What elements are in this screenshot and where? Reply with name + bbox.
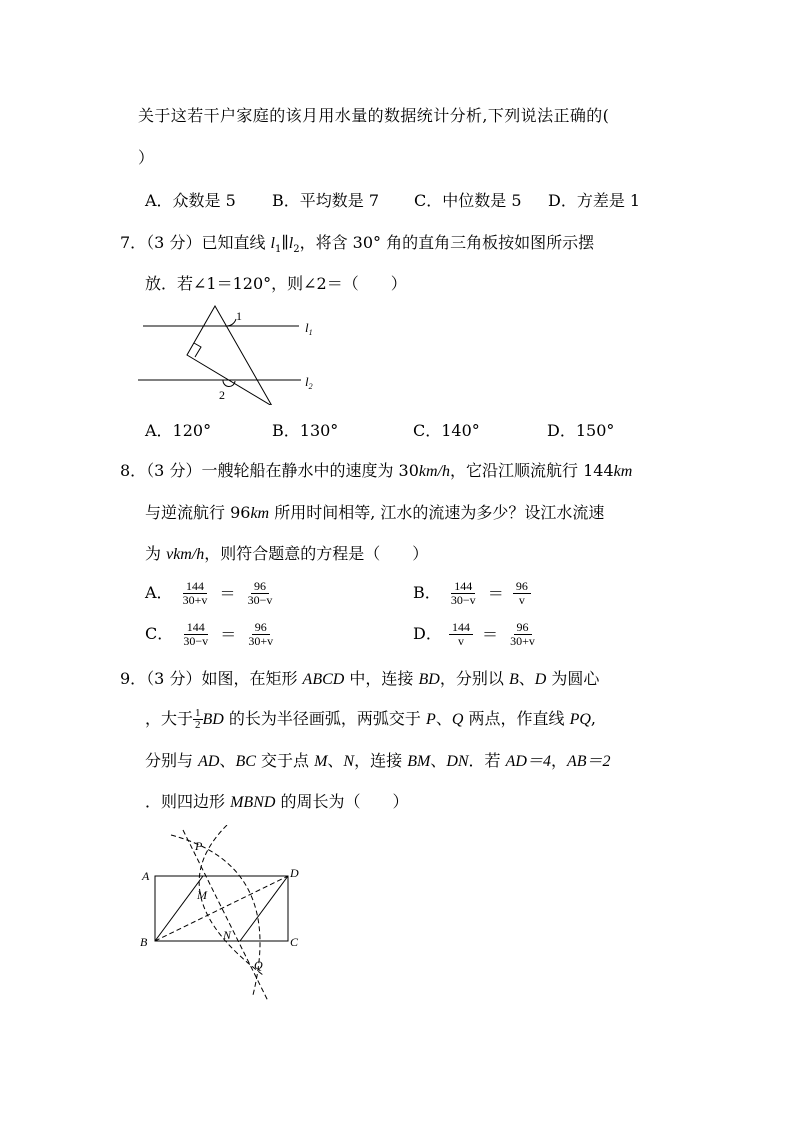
q9-l3-mid: 交于点 (255, 751, 315, 770)
q9-arc-from-b (171, 835, 260, 995)
q9-label-n: N (223, 928, 232, 942)
q9-l1-mid2: ，分别以 (439, 669, 509, 688)
q9-l4-suffix: 的周长为（ ） (275, 792, 409, 811)
q7-text-line1 (120, 232, 594, 261)
q8-option-b-left-fraction: $\frac{144}{30-v}$ (450, 579, 476, 607)
q9-l2-suffix: , (590, 709, 596, 728)
q8-text-line2 (145, 502, 604, 525)
q9-diagonal-bd (155, 876, 288, 941)
q9-label-b: B (140, 935, 148, 949)
q8-unit-vkmh: vkm/h (166, 546, 205, 563)
q9-l2-mid: 的长为半径画弧，两弧交于 (223, 709, 427, 728)
q9-sep1: 、 (518, 669, 535, 688)
q9-sep3: 、 (219, 751, 236, 770)
q8-line2-prefix: 与逆流航行 96 (145, 503, 251, 522)
q8-option-c-right-fraction: $\frac{96}{30+v}$ (248, 620, 274, 648)
q9-l3-mid3: ．若 (468, 751, 506, 770)
q9-sep5: 、 (430, 751, 447, 770)
q7-l2: l (288, 235, 294, 252)
q9-label-q: Q (254, 958, 263, 972)
q9-bd: BD (418, 671, 440, 688)
q9-l4-prefix: ．则四边形 (145, 792, 231, 811)
q8-option-a-right-fraction: $\frac{96}{30-v}$ (247, 579, 273, 607)
q8-mid: ，它沿江顺流航行 144 (450, 461, 614, 480)
q7-l1-sub: 1 (275, 244, 282, 256)
q8-option-a-equals: ＝ (219, 583, 236, 603)
q9-label-d: D (290, 866, 299, 880)
q7-suffix: ，将含 30° 角的直角三角板按如图所示摆 (299, 233, 595, 252)
q8-option-d-equals: ＝ (482, 624, 499, 644)
q8-option-c (145, 621, 278, 648)
q9-text-line1 (120, 668, 599, 691)
q9-m: M (314, 753, 328, 770)
q6-text-line1: 关于这若干户家庭的该月用水量的数据统计分析,下列说法正确的( (138, 106, 610, 125)
q9-segment-bm (155, 876, 203, 941)
q9-line-pq (183, 830, 268, 1001)
q9-l1-mid: 中，连接 (344, 669, 419, 688)
q8-option-a-label: A． (145, 583, 173, 602)
q8-option-d-label: D． (413, 624, 442, 643)
q7-label-l2: $l_2$ (305, 374, 313, 391)
q8-prefix: 8．（3 分）一艘轮船在静水中的速度为 30 (120, 461, 419, 480)
q9-pq: PQ (569, 711, 591, 728)
q7-text-line2: 放．若∠1＝120°，则∠2＝（ ） (145, 274, 407, 293)
q9-bc: BC (235, 753, 256, 770)
q8-unit-km2: km (250, 505, 270, 522)
q9-l2-mid2: 两点，作直线 (463, 709, 570, 728)
q6-option-d: D．方差是 1 (548, 191, 641, 210)
q9-label-p: P (195, 839, 203, 853)
q7-option-d: D．150° (547, 421, 615, 440)
q9-label-a: A (142, 869, 150, 883)
q7-option-b: B．130° (272, 421, 339, 440)
q9-sep4: 、 (327, 751, 344, 770)
q7-parallel: ∥ (281, 233, 289, 252)
q9-l3-prefix: 分别与 (145, 751, 199, 770)
q6-option-c: C．中位数是 5 (414, 191, 522, 210)
q9-d: D (534, 671, 547, 688)
q9-ad-eq: AD＝4 (505, 753, 551, 770)
q8-option-b-equals: ＝ (487, 583, 504, 603)
q9-n: N (343, 753, 355, 770)
q7-l1: l (270, 235, 275, 252)
q8-line3-prefix: 为 (145, 544, 167, 563)
q9-dn: DN (446, 753, 469, 770)
q9-ab-eq: AB＝2 (567, 753, 611, 770)
q8-option-d (413, 621, 540, 648)
q8-option-c-label: C． (145, 624, 174, 643)
q9-text-line4 (145, 791, 409, 814)
q9-l1-prefix: 9．（3 分）如图，在矩形 (120, 669, 303, 688)
q9-sep2: 、 (435, 709, 452, 728)
q7-angle1-arc (225, 319, 236, 326)
q7-label-2: 2 (219, 388, 225, 402)
q9-l1-suffix: 为圆心 (546, 669, 600, 688)
q6-text-line2: ） (138, 148, 155, 167)
q6-option-a: A．众数是 5 (145, 191, 236, 210)
q9-half-fraction: $\frac{1}{2}$ (195, 707, 201, 731)
q9-bm: BM (407, 753, 431, 770)
q8-unit-km: km (613, 463, 633, 480)
q7-prefix: 7．（3 分）已知直线 (120, 233, 271, 252)
q7-option-c: C．140° (413, 421, 480, 440)
q9-text-line2 (145, 708, 596, 731)
q8-option-c-left-fraction: $\frac{144}{30-v}$ (183, 620, 209, 648)
q7-l2-sub: 2 (293, 244, 300, 256)
q9-segment-nd (240, 876, 288, 941)
q8-option-b-right-fraction: $\frac{96}{v}$ (513, 580, 531, 607)
q8-line2-suffix: 所用时间相等, 江水的流速为多少？设江水流速 (269, 503, 605, 522)
q9-l2-prefix: ，大于 (145, 709, 194, 728)
q8-option-b (413, 580, 533, 607)
q9-figure (135, 825, 315, 1010)
q7-option-a: A．120° (145, 421, 212, 440)
q9-bd2: BD (202, 711, 224, 728)
q9-p: P (426, 711, 436, 728)
q9-b: B (508, 671, 519, 688)
q8-option-d-left-fraction: $\frac{144}{v}$ (449, 621, 473, 648)
q8-option-b-label: B． (413, 583, 441, 602)
q9-label-c: C (290, 935, 299, 949)
q9-l3-mid2: ，连接 (354, 751, 408, 770)
q6-option-b: B．平均数是 7 (272, 191, 380, 210)
q8-text-line3 (145, 543, 428, 566)
q8-unit-kmh: km/h (418, 463, 451, 480)
q9-label-m: M (197, 888, 207, 902)
q7-figure (135, 305, 335, 405)
q8-option-a-left-fraction: $\frac{144}{30+v}$ (182, 579, 208, 607)
q9-q: Q (451, 711, 464, 728)
q7-triangle (187, 306, 272, 405)
q7-label-l1: $l_1$ (305, 320, 313, 337)
q9-text-line3 (145, 750, 611, 773)
q9-arc-from-d (199, 825, 263, 975)
q7-label-1: 1 (236, 309, 242, 323)
q8-option-a (145, 580, 277, 607)
q9-comma: ， (550, 751, 567, 770)
q9-abcd: ABCD (302, 671, 345, 688)
q8-text-line1 (120, 460, 632, 483)
q9-mbnd: MBND (230, 794, 276, 811)
q8-line3-suffix: ，则符合题意的方程是（ ） (204, 544, 429, 563)
q7-right-angle-mark (194, 343, 201, 357)
q8-option-c-equals: ＝ (220, 624, 237, 644)
q9-ad: AD (198, 753, 220, 770)
q8-option-d-right-fraction: $\frac{96}{30+v}$ (510, 620, 535, 648)
